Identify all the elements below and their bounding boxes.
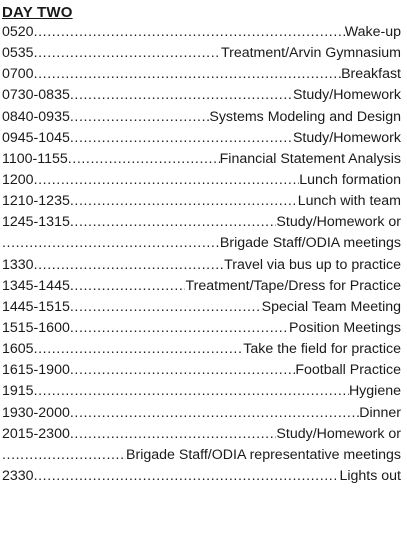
- schedule-row: [0, 85, 407, 106]
- schedule-time: 1245-1315: [2, 214, 70, 231]
- day-heading: DAY TWO: [2, 4, 73, 21]
- schedule-activity: Treatment/Arvin Gymnasium: [220, 45, 401, 62]
- schedule-time: 0520: [2, 24, 34, 40]
- dot-leader: [34, 43, 221, 64]
- schedule-time: 2330: [2, 467, 34, 484]
- schedule-activity: Football Practice: [295, 362, 401, 379]
- schedule-activity: Study/Homework: [292, 129, 401, 146]
- schedule-activity: Systems Modeling and Design: [209, 108, 401, 125]
- schedule-activity: Financial Statement Analysis: [219, 150, 401, 167]
- dot-leader: [68, 149, 220, 170]
- schedule-activity: Take the field for practice: [243, 341, 401, 358]
- dot-leader: [70, 360, 295, 381]
- schedule-row: [0, 64, 407, 85]
- dot-leader: [34, 22, 345, 43]
- schedule-row: [0, 318, 407, 339]
- schedule-activity: Travel via bus up to practice: [224, 256, 401, 273]
- dot-leader: [70, 424, 277, 445]
- dot-leader: [34, 255, 225, 276]
- schedule-row: [0, 212, 407, 233]
- dot-leader: [34, 381, 349, 402]
- schedule-document: [0, 4, 407, 487]
- dot-leader: [70, 297, 262, 318]
- schedule-row: [0, 233, 407, 254]
- schedule-time: 1100-1155: [2, 150, 68, 167]
- schedule-activity: Special Team Meeting: [261, 298, 401, 315]
- schedule-row: [0, 445, 407, 466]
- schedule-time: 2015-2300: [2, 425, 70, 442]
- schedule-time: 0730-0835: [2, 87, 70, 104]
- schedule-row: [0, 360, 407, 381]
- schedule-time: 1330: [2, 256, 34, 273]
- schedule-row: [0, 466, 407, 487]
- schedule-row: [0, 276, 407, 297]
- schedule-row: [0, 107, 407, 128]
- schedule-activity: Dinner: [359, 404, 401, 421]
- schedule-activity: Study/Homework: [292, 87, 401, 104]
- schedule-row: [0, 255, 407, 276]
- schedule-activity: Study/Homework or: [276, 214, 401, 231]
- schedule-activity: Position Meetings: [289, 319, 401, 336]
- schedule-activity: Breakfast: [341, 66, 401, 83]
- schedule-row: [0, 191, 407, 212]
- dot-leader: [70, 318, 289, 339]
- schedule-activity: Lunch with team: [297, 193, 401, 210]
- schedule-time: 1345-1445: [2, 277, 70, 294]
- schedule-activity: Study/Homework or: [276, 425, 401, 442]
- schedule-time: 1615-1900: [2, 362, 70, 379]
- schedule-time: 1445-1515: [2, 298, 70, 315]
- schedule-row: [0, 381, 407, 402]
- dot-leader: [34, 466, 340, 487]
- schedule-row: [0, 43, 407, 64]
- schedule-row: [0, 149, 407, 170]
- schedule-row: [0, 339, 407, 360]
- dot-leader: [70, 191, 298, 212]
- schedule-row: [0, 403, 407, 424]
- dot-leader: [70, 128, 293, 149]
- dot-leader: [2, 445, 126, 466]
- schedule-time: 0535: [2, 45, 34, 62]
- schedule-row: [0, 297, 407, 318]
- dot-leader: [70, 85, 293, 106]
- schedule-time: 1915: [2, 383, 34, 400]
- dot-leader: [34, 339, 244, 360]
- schedule-row: [0, 170, 407, 191]
- schedule-row: [0, 128, 407, 149]
- schedule-time: 1200: [2, 171, 34, 188]
- dot-leader: [70, 212, 277, 233]
- schedule-activity: Hygiene: [348, 383, 401, 400]
- schedule-time: 0945-1045: [2, 129, 70, 146]
- schedule-activity: Wake-up: [344, 24, 401, 40]
- schedule-time: 1930-2000: [2, 404, 70, 421]
- dot-leader: [34, 64, 342, 85]
- schedule-activity: Brigade Staff/ODIA representative meetings: [126, 446, 401, 463]
- dot-leader: [70, 107, 210, 128]
- schedule-row: [0, 424, 407, 445]
- schedule-activity: Lunch formation: [299, 171, 401, 188]
- schedule-activity: Lights out: [339, 467, 401, 484]
- dot-leader: [70, 403, 359, 424]
- schedule-time: 0840-0935: [2, 108, 70, 125]
- dot-leader: [2, 233, 220, 254]
- schedule-list: [0, 22, 407, 487]
- schedule-time: 1605: [2, 341, 34, 358]
- schedule-time: 0700: [2, 66, 34, 83]
- dot-leader: [34, 170, 300, 191]
- dot-leader: [70, 276, 186, 297]
- schedule-row: [0, 22, 407, 43]
- schedule-time: 1515-1600: [2, 319, 70, 336]
- schedule-activity: Treatment/Tape/Dress for Practice: [185, 277, 401, 294]
- schedule-time: 1210-1235: [2, 193, 70, 210]
- schedule-activity: Brigade Staff/ODIA meetings: [219, 235, 401, 252]
